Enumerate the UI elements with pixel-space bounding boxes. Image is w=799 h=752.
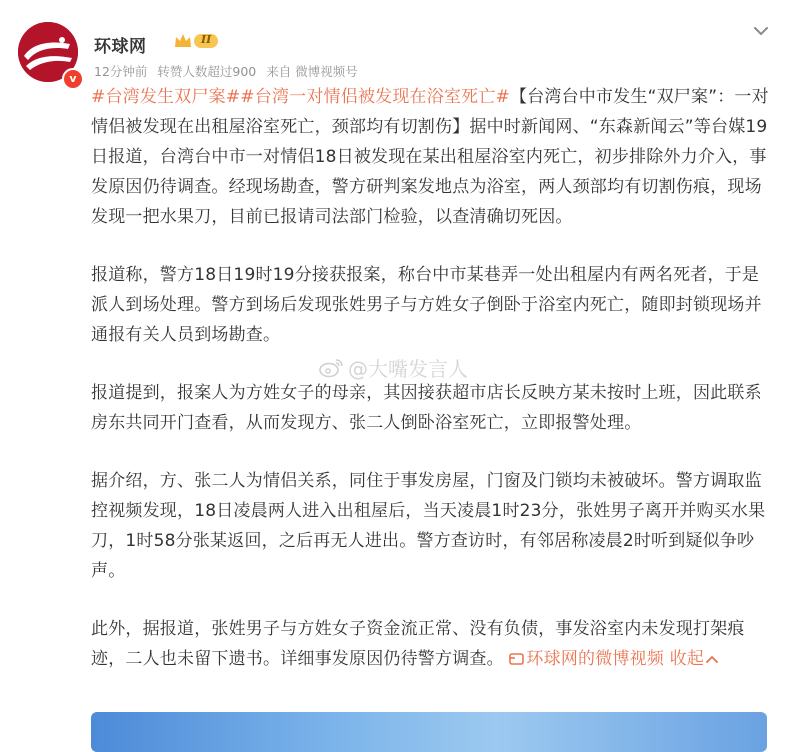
verified-badge: v bbox=[62, 68, 84, 90]
post-header bbox=[18, 18, 778, 85]
hashtag-link[interactable]: #台湾发生双尸案# bbox=[91, 87, 241, 107]
collapse-label: 收起 bbox=[669, 649, 705, 669]
source-link[interactable]: 微博视频号 bbox=[295, 64, 358, 79]
post-meta bbox=[94, 62, 364, 80]
collapse-button[interactable] bbox=[670, 649, 718, 669]
video-link-icon bbox=[509, 653, 524, 665]
repost-count: 转赞人数超过900 bbox=[157, 64, 257, 79]
source-prefix: 来自 bbox=[266, 64, 292, 79]
paragraph-text: 此外，据报道，张姓男子与方姓女子资金流正常、没有负债，事发浴室内未发现打架痕迹，二人也未留下遗书。详细事发原因仍待警方调查。 bbox=[91, 619, 745, 669]
video-link[interactable] bbox=[509, 649, 664, 669]
paragraph-text: 【台湾台中市发生“双尸案”：一对情侣被发现在出租屋浴室死亡，颈部均有切割伤】据中时新闻网、“东森新闻云”等台媒19日报道，台湾台中市一对情侣18日被发现在某出租屋浴室内死亡，初步排除外力介入，事发原因仍待调查。经现场勘查，警方研判案发地点为浴室，两人颈部均有切割伤痕，现场发现一把水果刀，目前已报请司法部门检验，以查清确切死因。 bbox=[91, 87, 769, 227]
paragraph-3: 报道提到，报案人为方姓女子的母亲，其因接获超市店长反映方某未按时上班，因此联系房东共同开门查看，从而发现方、张二人倒卧浴室死亡，立即报警处理。 bbox=[91, 383, 762, 433]
paragraph-5 bbox=[91, 614, 771, 674]
crown-icon bbox=[172, 31, 220, 51]
paragraph-1 bbox=[91, 82, 771, 232]
paragraph-4: 据介绍，方、张二人为情侣关系，同住于事发房屋，门窗及门锁均未被破坏。警方调取监控视频发现，18日凌晨两人进入出租屋后，当天凌晨1时23分，张姓男子离开并购买水果刀，1时58分张某返回，之后再无人进出。警方查访时，有邻居称凌晨2时听到疑似争吵声。 bbox=[91, 471, 766, 581]
hashtag-link[interactable]: #台湾一对情侣被发现在浴室死亡# bbox=[240, 87, 510, 107]
post-time[interactable]: 12分钟前 bbox=[94, 64, 148, 79]
watermark-text: @大嘴发言人 bbox=[348, 357, 468, 381]
chevron-down-icon bbox=[748, 18, 774, 44]
video-preview[interactable] bbox=[91, 712, 767, 752]
more-options-button[interactable] bbox=[748, 18, 774, 44]
weibo-logo-icon bbox=[318, 357, 344, 379]
author-name[interactable]: 环球网 bbox=[94, 37, 147, 57]
vip-badge[interactable] bbox=[172, 31, 220, 51]
vip-level: II bbox=[201, 33, 212, 46]
chevron-up-icon bbox=[706, 654, 718, 664]
video-link-label: 环球网的微博视频 bbox=[526, 649, 665, 669]
watermark bbox=[318, 353, 468, 382]
paragraph-2: 报道称，警方18日19时19分接获报案，称台中市某巷弄一处出租屋内有两名死者，于是派人到场处理。警方到场后发现张姓男子与方姓女子倒卧于浴室内死亡，随即封锁现场并通报有关人员到场勘查。 bbox=[91, 265, 762, 345]
post-body bbox=[91, 82, 771, 702]
